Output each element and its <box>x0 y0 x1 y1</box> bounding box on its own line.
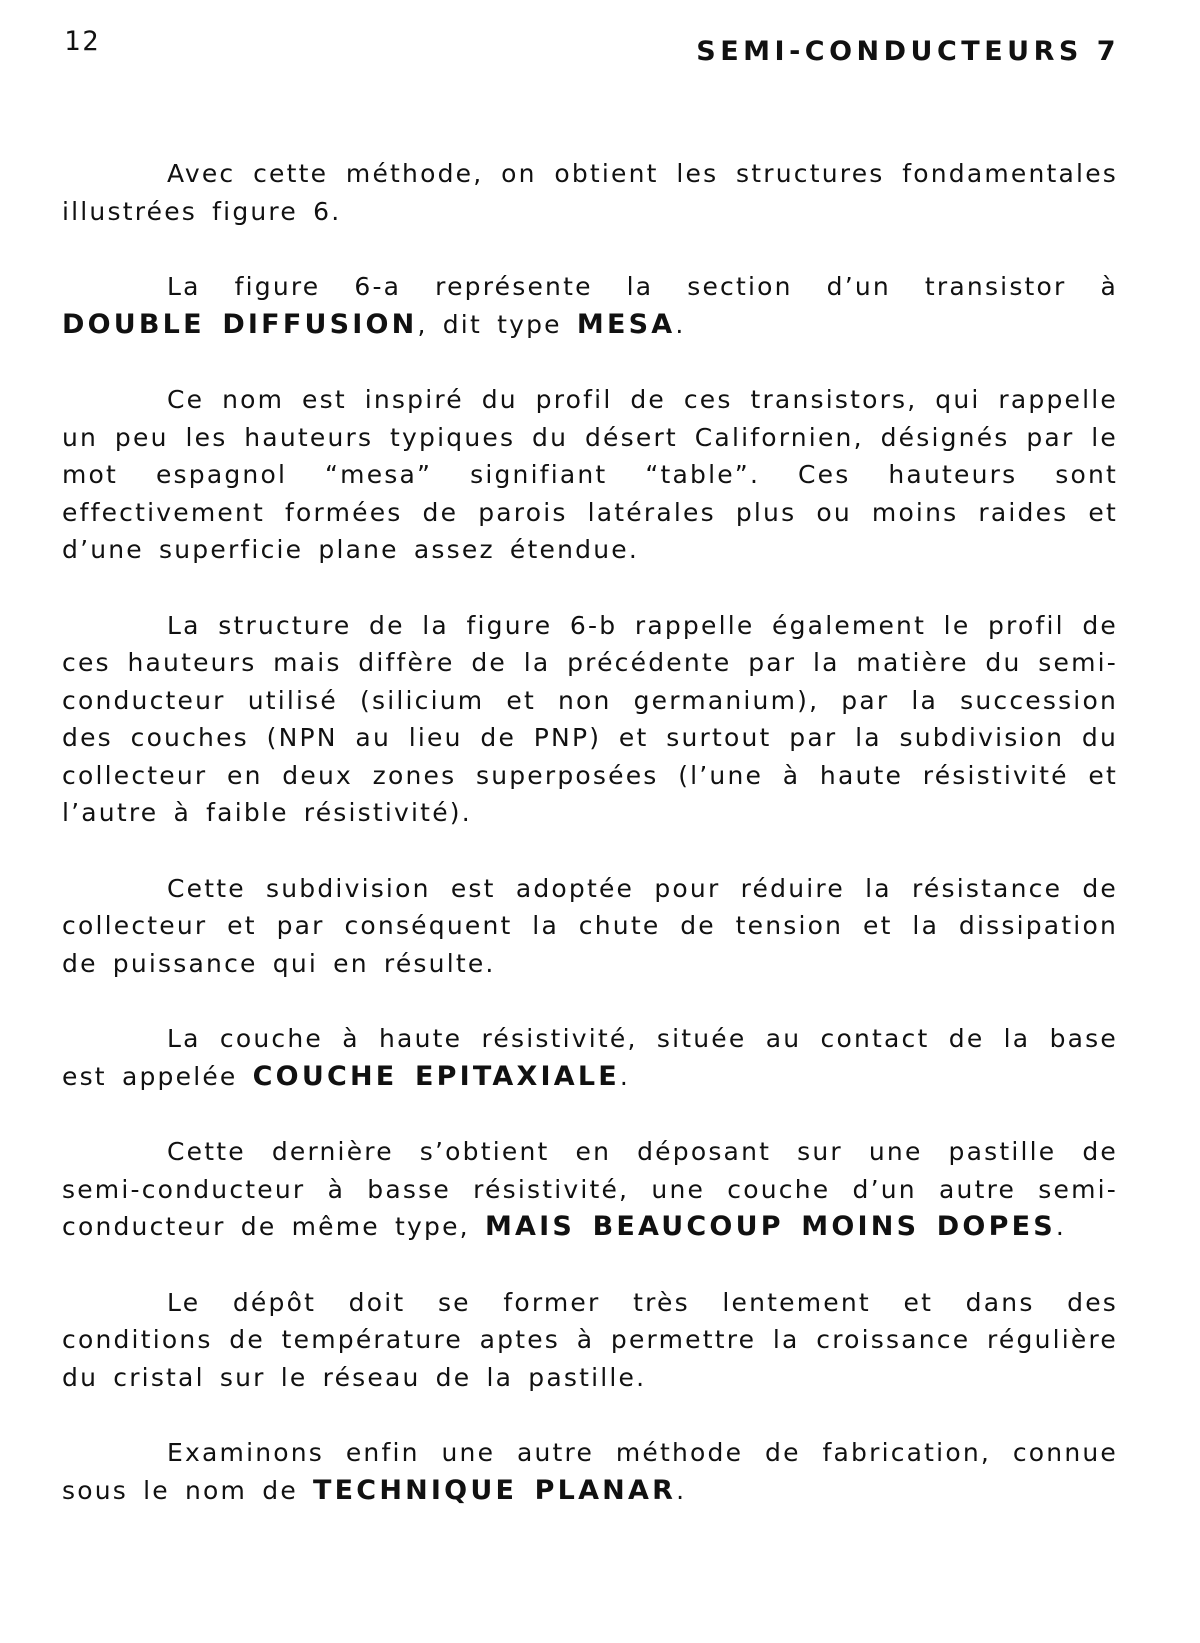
paragraph <box>62 1284 1118 1397</box>
emphasized-term: DOUBLE DIFFUSION <box>62 308 418 340</box>
emphasized-term: MESA <box>576 308 676 340</box>
emphasized-term: TECHNIQUE PLANAR <box>313 1474 677 1506</box>
paragraph-text: . <box>1055 1212 1067 1241</box>
paragraph-text: La couche à haute résistivité, située au contact de la base est appelée <box>62 1024 1118 1091</box>
paragraph-text: La structure de la figure 6-b rappelle également le profil de ces hauteurs mais diffère de la précédente par la matière du semi-conducteur utilisé (silicium et non germanium), par la succession des couches (NPN au lieu de PNP) et surtout par la subdivision du collecteur en deux zones superposées (l’une à haute résistivité et l’autre à faible résistivité). <box>62 610 1118 827</box>
paragraph-text: Examinons enfin une autre méthode de fabrication, connue sous le nom de <box>62 1438 1118 1505</box>
paragraph <box>62 1020 1118 1095</box>
running-title: SEMI-CONDUCTEURS 7 <box>696 36 1120 67</box>
paragraph-text: La figure 6-a représente la section d’un transistor à <box>167 272 1118 301</box>
paragraph-text: . <box>675 309 686 339</box>
paragraph-text: Cette subdivision est adoptée pour réduire la résistance de collecteur et par conséquent la chute de tension et la dissipation de puissance qui en résulte. <box>62 873 1118 978</box>
paragraph <box>62 870 1118 983</box>
paragraph <box>62 268 1118 343</box>
paragraph-text: Avec cette méthode, on obtient les structures fondamentales illustrées figure 6. <box>62 159 1118 226</box>
paragraph <box>62 1133 1118 1246</box>
paragraph-text: , dit type <box>417 309 577 339</box>
paragraph-text: Cette dernière s’obtient en déposant sur une pastille de semi-conducteur à basse résistivité, une couche d’un autre semi-conducteur de même type, <box>62 1137 1118 1241</box>
paragraph-text: Le dépôt doit se former très lentement et dans des conditions de température aptes à permettre la croissance régulière du cristal sur le réseau de la pastille. <box>62 1287 1118 1392</box>
emphasized-term: COUCHE EPITAXIALE <box>252 1060 620 1092</box>
paragraph-text: . <box>676 1475 687 1505</box>
page-number: 12 <box>64 26 101 57</box>
body-text <box>62 155 1118 1547</box>
paragraph <box>62 381 1118 569</box>
emphasized-term: MAIS BEAUCOUP MOINS DOPES <box>484 1211 1056 1242</box>
paragraph-text: . <box>619 1061 631 1091</box>
paragraph <box>62 155 1118 230</box>
paragraph-text: Ce nom est inspiré du profil de ces transistors, qui rappelle un peu les hauteurs typiques du désert Californien, désignés par le mot espagnol “mesa” signifiant “table”. Ces hauteurs sont effectivement formées de parois latérales plus ou moins raides et d’une superficie plane assez étendue. <box>62 385 1118 564</box>
paragraph <box>62 1434 1118 1509</box>
paragraph <box>62 607 1118 832</box>
